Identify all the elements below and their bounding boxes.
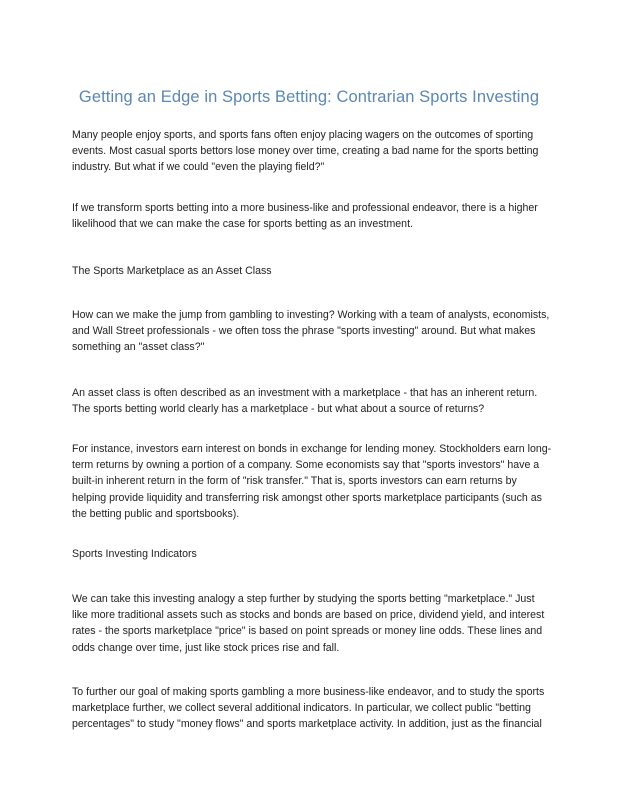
paragraph-asset-class-definition: An asset class is often described as an investment with a marketplace - that has an inherent return. The sports betting world clearly has a marketplace - but what about a source of returns? — [72, 387, 538, 416]
document-title: Getting an Edge in Sports Betting: Contrarian Sports Investing — [78, 88, 540, 106]
paragraph-gambling-to-investing: How can we make the jump from gambling to investing? Working with a team of analysts, economists, and Wall Street professionals - we often toss the phrase "sports investing" around. But what makes something an "asset class?" — [72, 309, 550, 354]
paragraph-intro: Many people enjoy sports, and sports fans often enjoy placing wagers on the outcomes of sporting events. Most casual sports bettors lose money over time, creating a bad name for the sports betting industry. But what if we could "even the playing field?" — [72, 129, 539, 174]
paragraph-business-like: If we transform sports betting into a more business-like and professional endeavor, there is a higher likelihood that we can make the case for sports betting as an investment. — [72, 202, 538, 231]
section-heading-indicators: Sports Investing Indicators — [72, 548, 197, 560]
paragraph-additional-indicators: To further our goal of making sports gambling a more business-like endeavor, and to study the sports marketplace further, we collect several additional indicators. In particular, we collect public "betting percentages" to study "money flows" and sports marketplace activity. In addition, just as the financial — [72, 686, 545, 731]
section-heading-asset-class: The Sports Marketplace as an Asset Class — [72, 265, 272, 277]
paragraph-marketplace-price: We can take this investing analogy a step further by studying the sports betting "marketplace." Just like more traditional assets such as stocks and bonds are based on price, dividend yield, and interest rates - the sports marketplace "price" is based on point spreads or money line odds. These lines and odds change over time, just like stock prices rise and fall. — [72, 593, 545, 654]
paragraph-inherent-return: For instance, investors earn interest on bonds in exchange for lending money. Stockholders earn long-term returns by owning a portion of a company. Some economists say that "sports investors" have a built-in inherent return in the form of "risk transfer." That is, sports investors can earn returns by helping provide liquidity and transferring risk amongst other sports marketplace participants (such as the betting public and sportsbooks). — [72, 443, 552, 520]
